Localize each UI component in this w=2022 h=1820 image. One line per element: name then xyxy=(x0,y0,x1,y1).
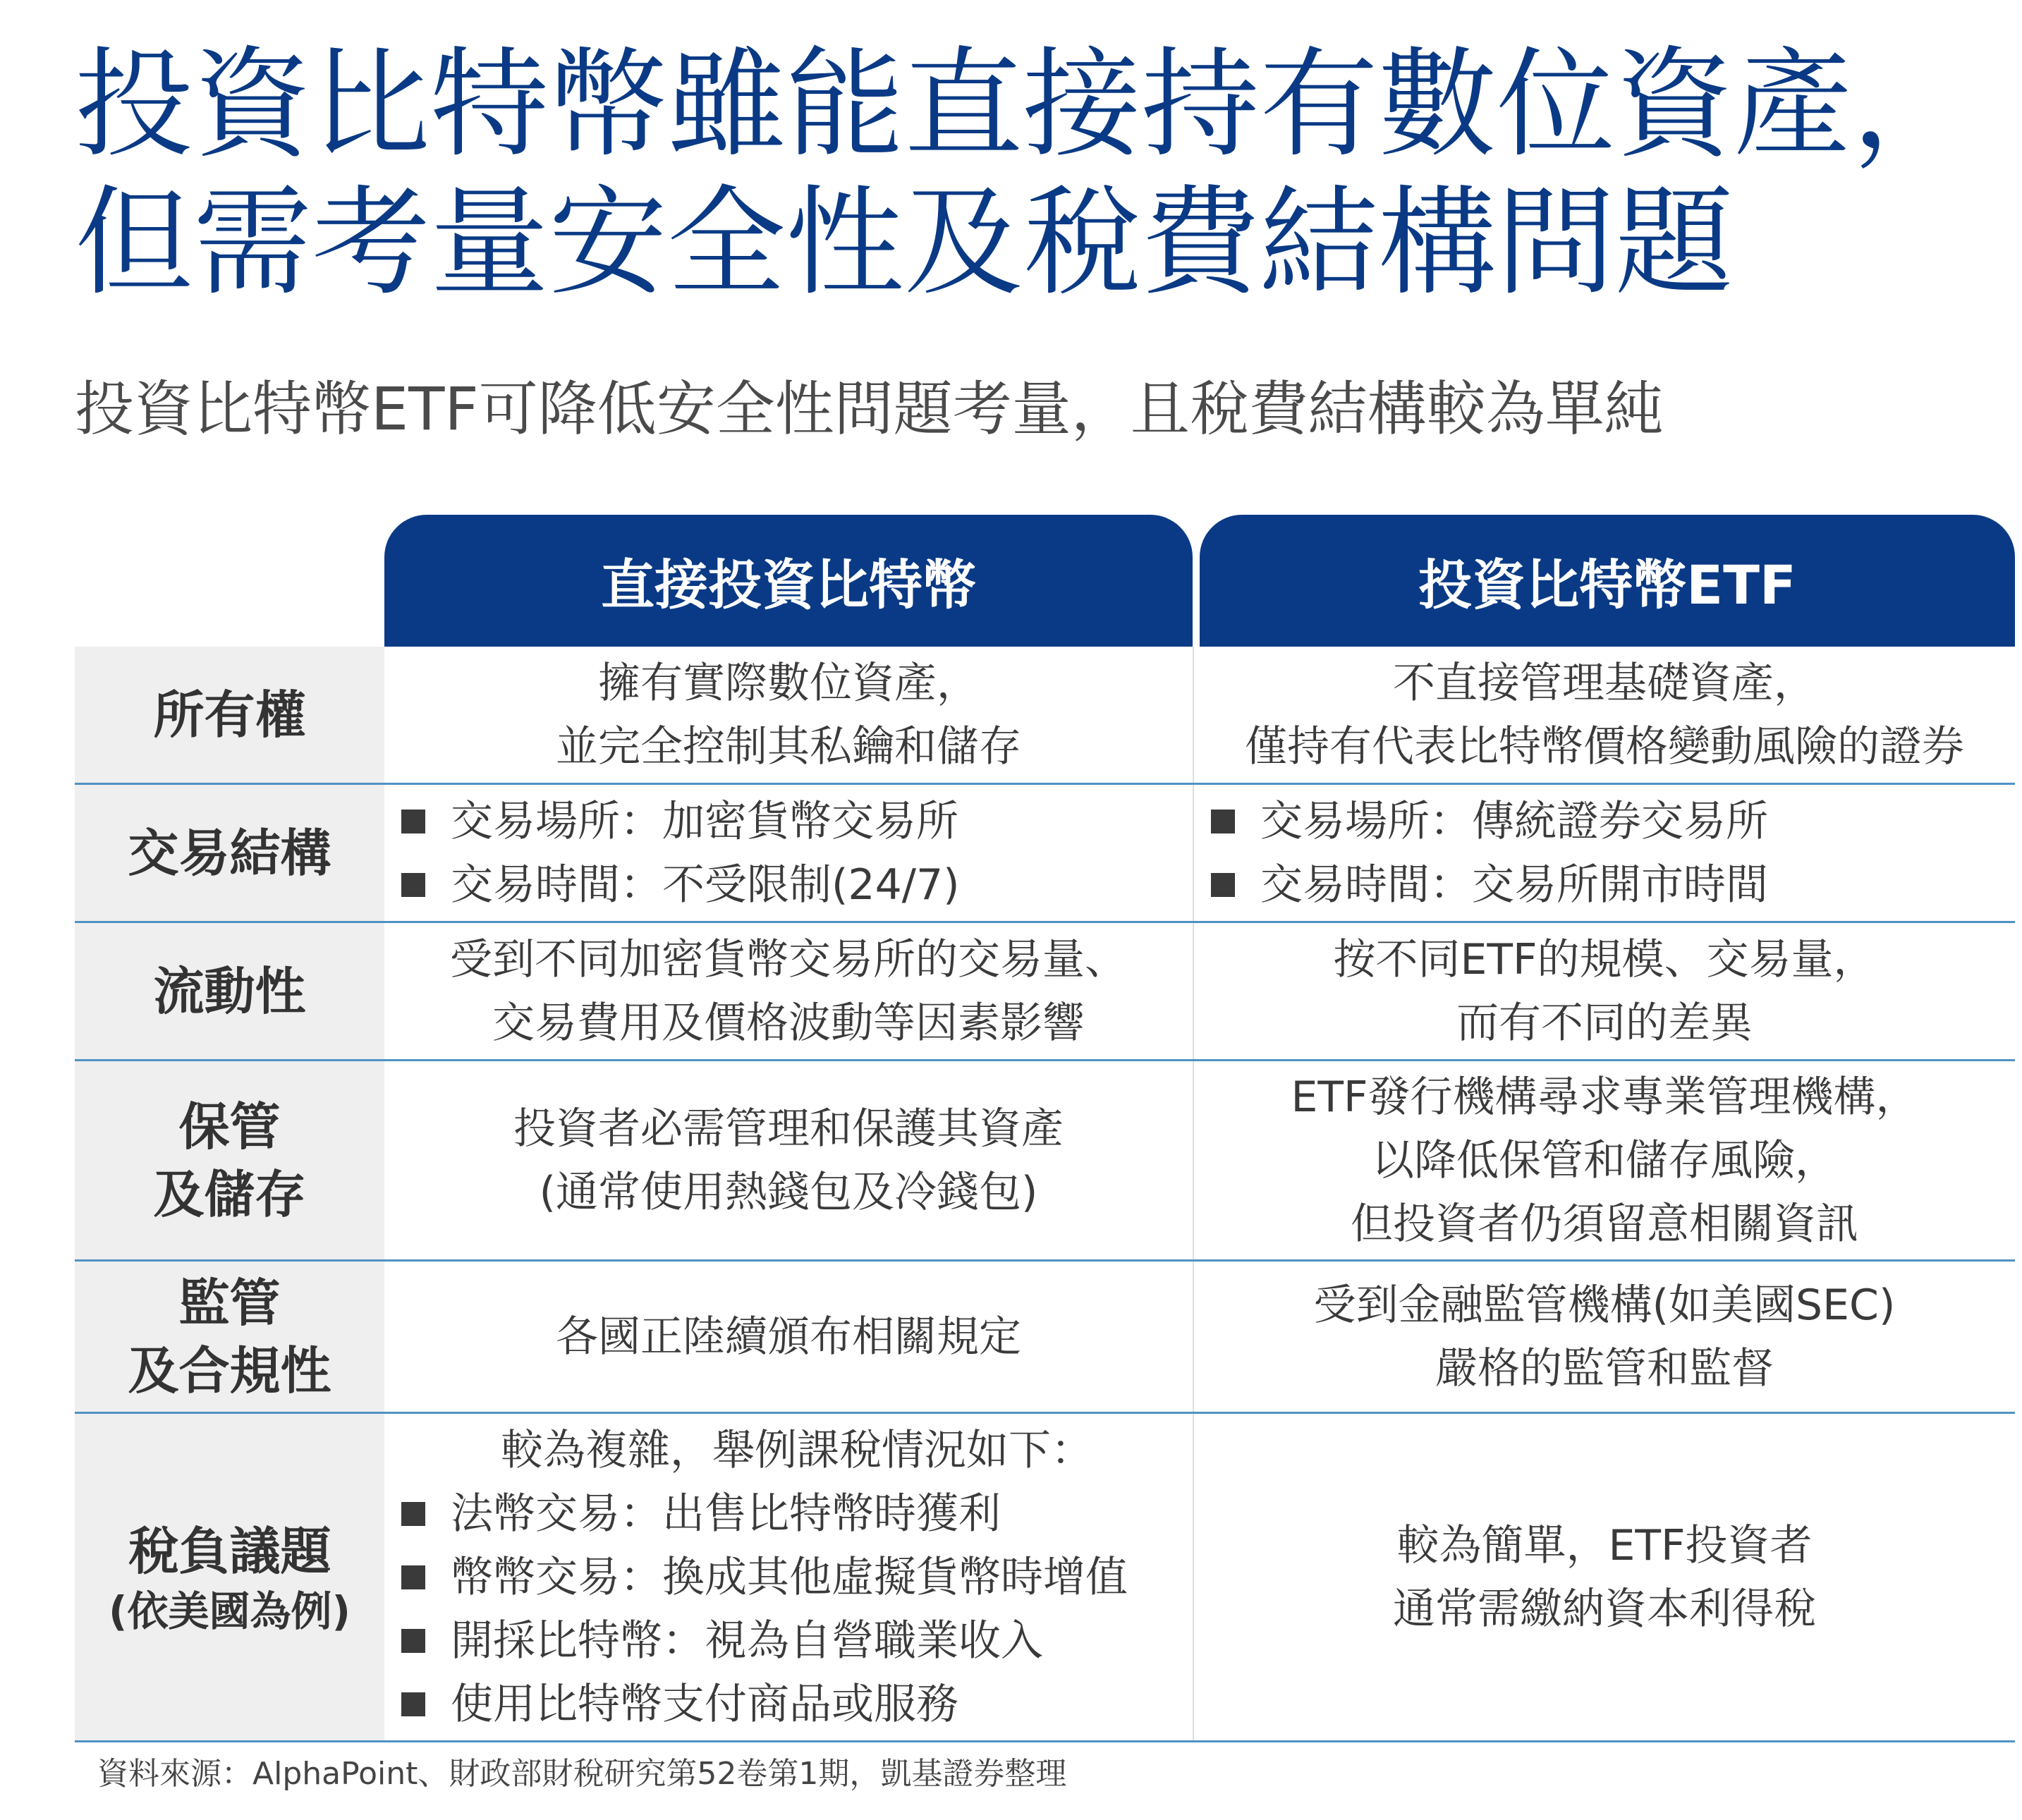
bullet-text: 交易時間：交易所開市時間 xyxy=(1260,860,1768,910)
table-row-liquidity xyxy=(75,923,2015,1061)
cell-line: 擁有實際數位資產， xyxy=(598,658,979,708)
cell-line: 較為簡單，ETF投資者 xyxy=(1396,1520,1813,1570)
square-bullet-icon xyxy=(1211,873,1235,897)
square-bullet-icon xyxy=(401,1502,425,1526)
cell-direct-custody xyxy=(384,1061,1193,1259)
cell-line: 交易費用及價格波動等因素影響 xyxy=(492,998,1085,1048)
category-label: 及合規性 xyxy=(128,1340,331,1400)
cell-line: 受到不同加密貨幣交易所的交易量、 xyxy=(450,934,1127,984)
category-liquidity xyxy=(75,923,384,1059)
comparison-table xyxy=(75,515,2015,1742)
cell-line: 各國正陸續頒布相關規定 xyxy=(556,1312,1021,1362)
cell-line: 並完全控制其私鑰和儲存 xyxy=(556,721,1021,771)
bullet-item xyxy=(401,853,960,917)
category-note: (依美國為例) xyxy=(108,1587,351,1635)
table-row-regulation xyxy=(75,1262,2015,1414)
cell-etf-tax xyxy=(1193,1414,2015,1740)
bullet-text: 法幣交易：出售比特幣時獲利 xyxy=(451,1489,1001,1539)
cell-line: 但投資者仍須留意相關資訊 xyxy=(1351,1199,1858,1249)
category-ownership xyxy=(75,647,384,783)
cell-etf-regulation xyxy=(1193,1262,2015,1412)
category-label: 保管 xyxy=(178,1097,281,1156)
square-bullet-icon xyxy=(401,1565,425,1589)
page-subtitle: 投資比特幣ETF可降低安全性問題考量，且稅費結構較為單純 xyxy=(75,374,1664,444)
square-bullet-icon xyxy=(401,1692,425,1716)
bullet-item xyxy=(1211,790,1768,853)
title-line-1: 投資比特幣雖能直接持有數位資產， xyxy=(75,35,1971,173)
cell-etf-trading xyxy=(1193,785,2015,921)
bullet-item xyxy=(401,1673,958,1736)
bullet-text: 交易場所：加密貨幣交易所 xyxy=(451,796,958,846)
square-bullet-icon xyxy=(401,1629,425,1653)
title-line-2: 但需考量安全性及稅費結構問題 xyxy=(75,173,1734,312)
bullet-text: 幣幣交易：換成其他虛擬貨幣時增值 xyxy=(451,1552,1128,1602)
table-row-custody xyxy=(75,1061,2015,1262)
category-label: 流動性 xyxy=(153,961,306,1021)
category-label: 及儲存 xyxy=(153,1164,306,1224)
cell-etf-ownership xyxy=(1193,647,2015,783)
header-spacer xyxy=(75,515,384,647)
cell-etf-liquidity xyxy=(1193,923,2015,1059)
category-tax xyxy=(75,1414,384,1740)
category-label: 所有權 xyxy=(153,685,306,745)
square-bullet-icon xyxy=(401,810,425,833)
cell-line: (通常使用熱錢包及冷錢包) xyxy=(539,1167,1038,1217)
header-direct-investment: 直接投資比特幣 xyxy=(384,515,1193,647)
cell-line: 僅持有代表比特幣價格變動風險的證券 xyxy=(1245,721,1964,771)
bullet-item xyxy=(401,790,958,853)
cell-etf-custody xyxy=(1193,1061,2015,1259)
bullet-text: 交易時間：不受限制(24/7) xyxy=(451,860,960,910)
bullet-text: 交易場所：傳統證券交易所 xyxy=(1260,796,1768,846)
cell-line: 按不同ETF的規模、交易量， xyxy=(1333,934,1876,984)
cell-direct-ownership xyxy=(384,647,1193,783)
cell-direct-tax xyxy=(384,1414,1193,1740)
bullet-item xyxy=(1211,853,1768,917)
category-label: 稅負議題 xyxy=(128,1521,331,1581)
bullet-text: 開採比特幣：視為自營職業收入 xyxy=(451,1616,1043,1666)
cell-line: 嚴格的監管和監督 xyxy=(1435,1343,1774,1393)
bullet-item xyxy=(401,1609,1043,1673)
cell-line: ETF發行機構尋求專業管理機構， xyxy=(1291,1072,1918,1122)
cell-line: 不直接管理基礎資產， xyxy=(1393,658,1816,708)
cell-direct-trading xyxy=(384,785,1193,921)
page-title xyxy=(75,35,1979,312)
square-bullet-icon xyxy=(401,873,425,897)
source-note: 資料來源：AlphaPoint、財政部財稅研究第52卷第1期，凱基證券整理 xyxy=(97,1756,1067,1792)
cell-direct-liquidity xyxy=(384,923,1193,1059)
category-label: 交易結構 xyxy=(128,823,331,883)
cell-direct-regulation xyxy=(384,1262,1193,1412)
cell-line: 通常需繳納資本利得稅 xyxy=(1393,1584,1816,1634)
category-trading-structure xyxy=(75,785,384,921)
category-custody xyxy=(75,1061,384,1259)
bullet-item xyxy=(401,1482,1001,1546)
square-bullet-icon xyxy=(1211,810,1235,833)
category-regulation xyxy=(75,1262,384,1412)
table-row-ownership xyxy=(75,647,2015,785)
table-header-row xyxy=(75,515,2015,647)
table-row-trading-structure xyxy=(75,785,2015,923)
cell-intro: 較為複雜，舉例課稅情況如下： xyxy=(501,1425,1093,1475)
table-row-tax xyxy=(75,1414,2015,1742)
cell-line: 以降低保管和儲存風險， xyxy=(1372,1135,1837,1185)
category-label: 監管 xyxy=(178,1273,281,1333)
cell-line: 而有不同的差異 xyxy=(1456,998,1753,1048)
bullet-text: 使用比特幣支付商品或服務 xyxy=(451,1679,958,1729)
cell-line: 投資者必需管理和保護其資產 xyxy=(513,1104,1064,1154)
bullet-item xyxy=(401,1546,1128,1609)
cell-line: 受到金融監管機構(如美國SEC) xyxy=(1313,1280,1896,1330)
header-etf-investment: 投資比特幣ETF xyxy=(1200,515,2015,647)
